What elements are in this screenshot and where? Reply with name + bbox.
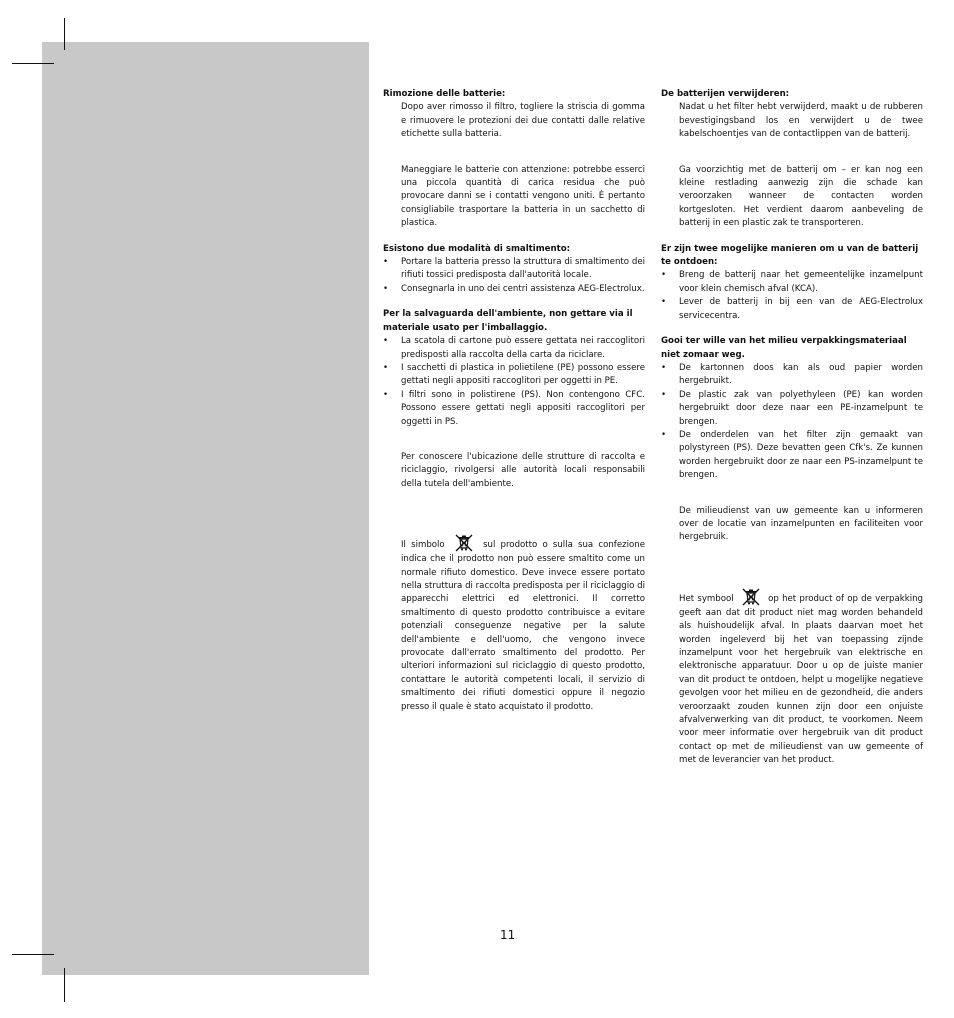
disposal-heading: Er zijn twee mogelijke manieren om u van de batterij te ontdoen: [661, 243, 919, 268]
environment-heading: Per la salvaguarda dell'ambiente, non gettare via il materiale usato per l'imballaggio. [383, 309, 633, 333]
weee-symbol-paragraph [401, 533, 645, 714]
list-item: • La scatola di cartone può essere gettata nei raccoglitori predisposti alla raccolta della carta da riciclare. [383, 335, 645, 362]
list-item: • De plastic zak van polyethyleen (PE) kan worden hergebruikt door deze naar een PE-inzamelpunt te brengen. [661, 389, 923, 429]
recycling-info-text: Per conoscere l'ubicazione delle strutture di raccolta e riciclaggio, rivolgersi alle autorità locali responsabili della tutela dell'ambiente. [401, 451, 645, 489]
italian-column [383, 88, 645, 714]
crop-mark-bottom-vertical [64, 968, 65, 1002]
environment-heading: Gooi ter wille van het milieu verpakkingsmateriaal niet zomaar weg. [661, 336, 907, 360]
list-item: • Portare la batteria presso la struttura di smaltimento dei rifiuti tossici predisposta dall'autorità locale. [383, 256, 645, 283]
battery-removal-heading: De batterijen verwijderen: [661, 89, 790, 99]
disposal-heading: Esistono due modalità di smaltimento: [383, 243, 571, 254]
disposal-list [383, 256, 645, 296]
list-item: • De kartonnen doos kan als oud papier worden hergebruikt. [661, 362, 923, 389]
battery-removal-heading: Rimozione delle batterie: [383, 89, 506, 99]
battery-removal-text: Dopo aver rimosso il filtro, togliere la striscia di gomma e rimuovere le protezioni dei due contatti dalle relative etichette sulla batteria. [401, 102, 645, 140]
symbol-explanation: op het product of op de verpakking geeft aan dat dit product niet mag worden behandeld als huishoudelijk afval. In plaats daarvan moet het worden ingeleverd bij het van toepassing zijnde inzamelpunt voor het hergebruik van elektrische en elektronische apparatuur. Door u op de juiste manier van dit product te ontdoen, helpt u mogelijke negatieve gevolgen voor het milieu en de gezondheid, die anders veroorzaakt zouden kunnen zijn door een onjuiste afvalverwerking van dit product, te voorkomen. Neem voor meer informatie over hergebruik van dit product contact op met de milieudienst van uw gemeente of met de leverancier van het product. [679, 593, 923, 766]
packaging-list [383, 335, 645, 429]
battery-handling-text: Ga voorzichtig met de batterij om – er kan nog een kleine restlading aanwezig zijn die schade kan veroorzaken wanneer de contacten worden kortgesloten. Het verdient daarom aanbeveling de batterij in een plastic zak te transporteren. [679, 164, 923, 229]
list-item: • Breng de batterij naar het gemeentelijke inzamelpunt voor klein chemisch afval (KCA). [661, 269, 923, 296]
crossed-bin-icon [454, 533, 474, 553]
weee-symbol-paragraph [679, 587, 923, 768]
recycling-info-text: De milieudienst van uw gemeente kan u informeren over de locatie van inzamelpunten en faciliteiten voor hergebruik. [679, 505, 923, 543]
battery-removal-text: Nadat u het filter hebt verwijderd, maakt u de rubberen bevestigingsband los en verwijdert u de twee kabelschoentjes van de contactlippen van de batterij. [679, 102, 923, 140]
symbol-intro: Het symbool [679, 593, 734, 604]
list-item: • I sacchetti di plastica in polietilene (PE) possono essere gettati negli appositi raccoglitori per oggetti in PE. [383, 362, 645, 389]
crop-mark-top-vertical [64, 18, 65, 50]
battery-handling-text: Maneggiare le batterie con attenzione: potrebbe esserci una piccola quantità di carica residua che può provocare danni se i contatti vengono uniti. È pertanto consigliabile trasportare la batteria in un sacchetto di plastica. [401, 164, 645, 229]
symbol-explanation: sul prodotto o sulla sua confezione indica che il prodotto non può essere smaltito come un normale rifiuto domestico. Deve invece essere portato nella struttura di raccolta predisposta per il riciclaggio di apparecchi elettrici ed elettronici. Il corretto smaltimento di questo prodotto contribuisce a evitare potenziali conseguenze negative per la salute dell'ambiente e dell'uomo, che vengono invece provocate dall'errato smaltimento del prodotto. Per ulteriori informazioni sul riciclaggio di questo prodotto, contattare le autorità competenti locali, il servizio di smaltimento dei rifiuti domestici oppure il negozio presso il quale è stato acquistato il prodotto. [401, 540, 645, 712]
list-item: • I filtri sono in polistirene (PS). Non contengono CFC. Possono essere gettati negli appositi raccoglitori per oggetti in PS. [383, 389, 645, 429]
list-item: • Lever de batterij in bij een van de AEG-Electrolux servicecentra. [661, 296, 923, 323]
list-item: • Consegnarla in uno dei centri assistenza AEG-Electrolux. [383, 283, 645, 296]
dutch-column [661, 88, 923, 768]
page-number: 11 [500, 928, 516, 942]
symbol-intro: Il simbolo [401, 540, 445, 551]
crop-mark-top-horizontal [12, 63, 54, 64]
packaging-list [661, 362, 923, 483]
list-item: • De onderdelen van het filter zijn gemaakt van polystyreen (PS). Deze bevatten geen Cfk's. Ze kunnen worden hergebruikt door ze naar een PS-inzamelpunt te brengen. [661, 429, 923, 483]
gray-side-panel [42, 42, 369, 975]
crossed-bin-icon [741, 587, 761, 607]
crop-mark-bottom-horizontal [12, 954, 54, 955]
disposal-list [661, 269, 923, 323]
